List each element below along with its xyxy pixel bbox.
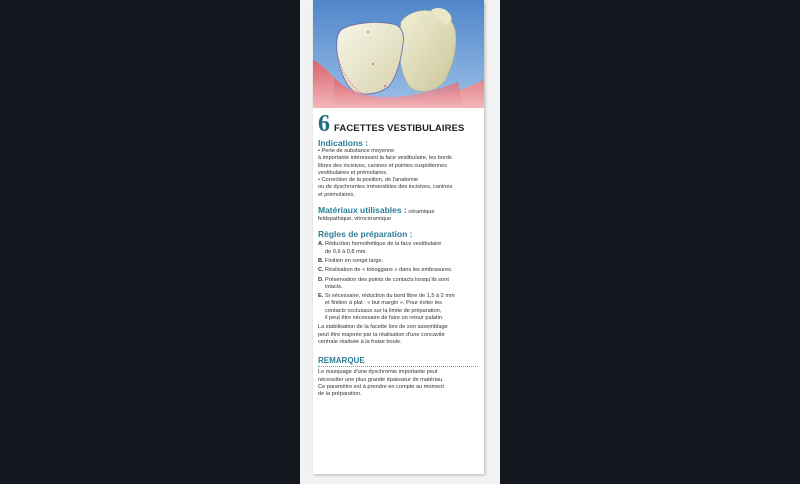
indications-line: • Correction de la position, de l'anatomie	[318, 177, 419, 184]
rule-letter: C.	[318, 267, 324, 274]
rule-letter: A.	[318, 241, 324, 248]
remark-title: REMARQUE	[318, 356, 478, 367]
section-heading	[318, 112, 480, 136]
remark-line: de la préparation.	[318, 391, 362, 398]
rule-line: et finition à plat : « but margin ». Pour éviter les	[325, 300, 442, 307]
rule-item	[318, 241, 480, 256]
rule-line: Préservation des points de contacts lorsqu'ils sont	[325, 276, 449, 283]
rule-line: de 0,6 à 0,8 mm.	[325, 248, 367, 255]
remark-line: Ce paramètre est à prendre en compte au moment	[318, 383, 444, 390]
indications-line: ou de dyschromies irréversibles des incisives, canines	[318, 184, 453, 191]
rule-line: Finition en congé large.	[325, 257, 384, 264]
materials-title: Matériaux utilisables :	[318, 205, 407, 216]
section-number: 6	[318, 111, 330, 137]
rule-letter: E.	[318, 293, 324, 300]
indications-line: vestibulaires et prémolaires.	[318, 169, 388, 176]
stabilisation-text	[318, 324, 480, 346]
materials-value: céramique	[406, 209, 435, 216]
rule-text	[325, 267, 480, 274]
rule-item	[318, 293, 480, 322]
tooth-illustration-icon	[313, 0, 484, 108]
right-dark-margin	[500, 0, 800, 484]
left-dark-margin	[0, 0, 300, 484]
rule-letter: D.	[318, 276, 324, 283]
rule-text	[325, 258, 480, 265]
rule-line: Si nécessaire, réduction du bord libre de 1,5 à 2 mm	[325, 293, 455, 300]
remark-line: nécessiter une plus grande épaisseur de matériau.	[318, 376, 444, 383]
indications-line: et prémolaires.	[318, 191, 355, 198]
prepared-incisor-illustration	[313, 0, 484, 108]
materials-value-cont: feldspathique, vitrocéramique	[318, 216, 392, 223]
rule-text	[325, 293, 480, 322]
rule-text	[325, 241, 480, 256]
rule-line: Réalisation de « toboggans » dans les embrasures.	[325, 267, 453, 274]
stabilisation-line: centrale réalisée à la fraise boule.	[318, 338, 402, 345]
document-card	[313, 0, 484, 474]
rule-item	[318, 267, 480, 274]
rule-text	[325, 277, 480, 292]
indications-line: à importante intéressant la face vestibulaire, les bords	[318, 155, 452, 162]
stabilisation-line: La stabilisation de la facette lors de son assemblage	[318, 324, 448, 331]
rule-item	[318, 258, 480, 265]
rule-line: contacts occlusaux sur la limite de préparation,	[325, 307, 442, 314]
rule-line: intacts.	[325, 283, 343, 290]
stabilisation-line: peut être majorée par la réalisation d'une concavité	[318, 331, 445, 338]
rule-line: il peut être nécessaire de faire un retour palatin.	[325, 315, 444, 322]
materials-block	[318, 205, 480, 223]
remark-text	[318, 369, 480, 398]
rules-block	[318, 229, 480, 346]
card-content	[318, 112, 480, 398]
rules-title: Règles de préparation :	[318, 229, 413, 240]
indications-line: libres des incisives, canines et pointes cuspidiennes	[318, 162, 448, 169]
rule-item	[318, 277, 480, 292]
remark-line: Le masquage d'une dyschromie importante peut	[318, 369, 438, 376]
indications-line: • Perte de substance moyenne	[318, 148, 395, 154]
rule-letter: B.	[318, 257, 324, 264]
indications-title: Indications :	[318, 138, 369, 148]
rule-line: Réduction homothétique de la face vestibulaire	[325, 241, 442, 248]
section-title: FACETTES VESTIBULAIRES	[334, 123, 465, 134]
indications-text	[318, 148, 480, 199]
